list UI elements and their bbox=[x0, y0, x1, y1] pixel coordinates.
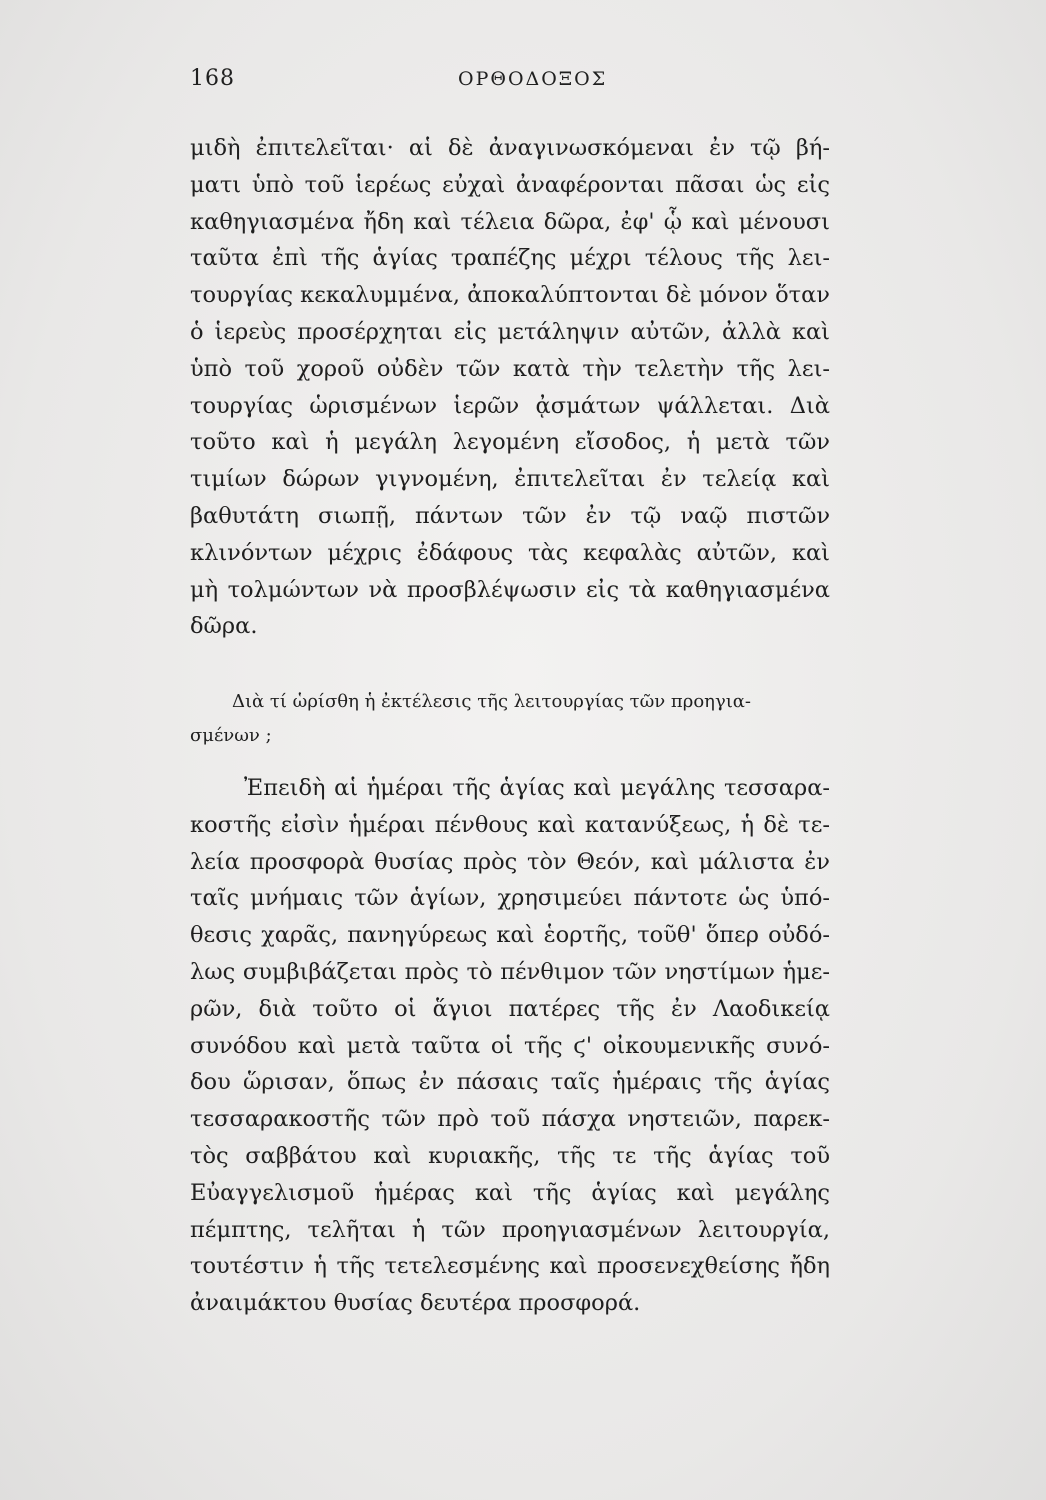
text-line: ὑπὸ τοῦ χοροῦ οὐδὲν τῶν κατὰ τὴν τελετὴν τῆς λει- bbox=[190, 355, 830, 382]
text-line: καθηγιασμένα ἤδη καὶ τέλεια δῶρα, ἐφ' ᾧ καὶ μένουσι bbox=[190, 208, 830, 235]
paragraph-continuation bbox=[190, 130, 830, 645]
answer-paragraph bbox=[190, 770, 830, 1322]
text-line: Ἐπειδὴ αἱ ἡμέραι τῆς ἁγίας καὶ μεγάλης τεσσαρα- bbox=[244, 775, 830, 801]
text-line: μὴ τολμώντων νὰ προσβλέψωσιν εἰς τὰ καθηγιασμένα bbox=[190, 576, 830, 603]
running-title: ΟΡΘΟΔΟΞΟΣ bbox=[458, 68, 608, 90]
question-heading bbox=[190, 685, 830, 753]
text-line: ταῖς μνήμαις τῶν ἁγίων, χρησιμεύει πάντοτε ὡς ὑπό- bbox=[190, 885, 830, 912]
text-line: δῶρα. bbox=[190, 613, 258, 640]
text-line: τεσσαρακοστῆς τῶν πρὸ τοῦ πάσχα νηστειῶν, παρεκ- bbox=[190, 1106, 830, 1133]
text-line: ἀναιμάκτου θυσίας δευτέρα προσφορά. bbox=[190, 1290, 641, 1317]
text-line: τὸς σαββάτου καὶ κυριακῆς, τῆς τε τῆς ἁγίας τοῦ bbox=[190, 1142, 830, 1169]
text-line: κλινόντων μέχρις ἐδάφους τὰς κεφαλὰς αὐτῶν, καὶ bbox=[190, 539, 830, 566]
text-line: συνόδου καὶ μετὰ ταῦτα οἱ τῆς ϛ' οἰκουμενικῆς συνό- bbox=[190, 1032, 830, 1059]
text-line: τουργίας κεκαλυμμένα, ἀποκαλύπτονται δὲ μόνον ὅταν bbox=[190, 282, 830, 309]
text-line: ὁ ἱερεὺς προσέρχηται εἰς μετάληψιν αὐτῶν, ἀλλὰ καὶ bbox=[190, 318, 830, 345]
text-line: βαθυτάτη σιωπῇ, πάντων τῶν ἐν τῷ ναῷ πιστῶν bbox=[190, 502, 830, 529]
running-head bbox=[190, 66, 830, 96]
page-number: 168 bbox=[190, 66, 235, 91]
text-line: λως συμβιβάζεται πρὸς τὸ πένθιμον τῶν νηστίμων ἡμε- bbox=[190, 958, 830, 985]
text-line: ταῦτα ἐπὶ τῆς ἁγίας τραπέζης μέχρι τέλους τῆς λει- bbox=[190, 245, 830, 272]
text-line: ματι ὑπὸ τοῦ ἱερέως εὐχαὶ ἀναφέρονται πᾶσαι ὡς εἰς bbox=[190, 171, 830, 198]
text-line: τουργίας ὡρισμένων ἱερῶν ᾀσμάτων ψάλλεται. Διὰ bbox=[190, 392, 830, 419]
text-line: τιμίων δώρων γιγνομένη, ἐπιτελεῖται ἐν τελείᾳ καὶ bbox=[190, 466, 830, 493]
question-line: Διὰ τί ὡρίσθη ἡ ἐκτέλεσις τῆς λειτουργίας τῶν προηγια- bbox=[232, 691, 752, 712]
text-line: κοστῆς εἰσὶν ἡμέραι πένθους καὶ κατανύξεως, ἡ δὲ τε- bbox=[190, 811, 830, 838]
question-line: σμένων ; bbox=[190, 725, 272, 746]
text-line: τοῦτο καὶ ἡ μεγάλη λεγομένη εἴσοδος, ἡ μετὰ τῶν bbox=[190, 429, 830, 456]
text-line: Εὐαγγελισμοῦ ἡμέρας καὶ τῆς ἁγίας καὶ μεγάλης bbox=[190, 1179, 830, 1206]
text-line: μιδὴ ἐπιτελεῖται· αἱ δὲ ἀναγινωσκόμεναι ἐν τῷ βή- bbox=[190, 135, 830, 161]
text-line: πέμπτης, τελῆται ἡ τῶν προηγιασμένων λειτουργία, bbox=[190, 1216, 830, 1243]
text-line: τουτέστιν ἡ τῆς τετελεσμένης καὶ προσενεχθείσης ἤδη bbox=[190, 1253, 830, 1280]
text-line: λεία προσφορὰ θυσίας πρὸς τὸν Θεόν, καὶ μάλιστα ἐν bbox=[190, 848, 830, 875]
text-line: ρῶν, διὰ τοῦτο οἱ ἅγιοι πατέρες τῆς ἐν Λαοδικείᾳ bbox=[190, 995, 830, 1022]
text-line: θεσις χαρᾶς, πανηγύρεως καὶ ἑορτῆς, τοῦθ' ὅπερ οὐδό- bbox=[190, 922, 830, 949]
text-line: δου ὥρισαν, ὅπως ἐν πάσαις ταῖς ἡμέραις τῆς ἁγίας bbox=[190, 1069, 830, 1096]
